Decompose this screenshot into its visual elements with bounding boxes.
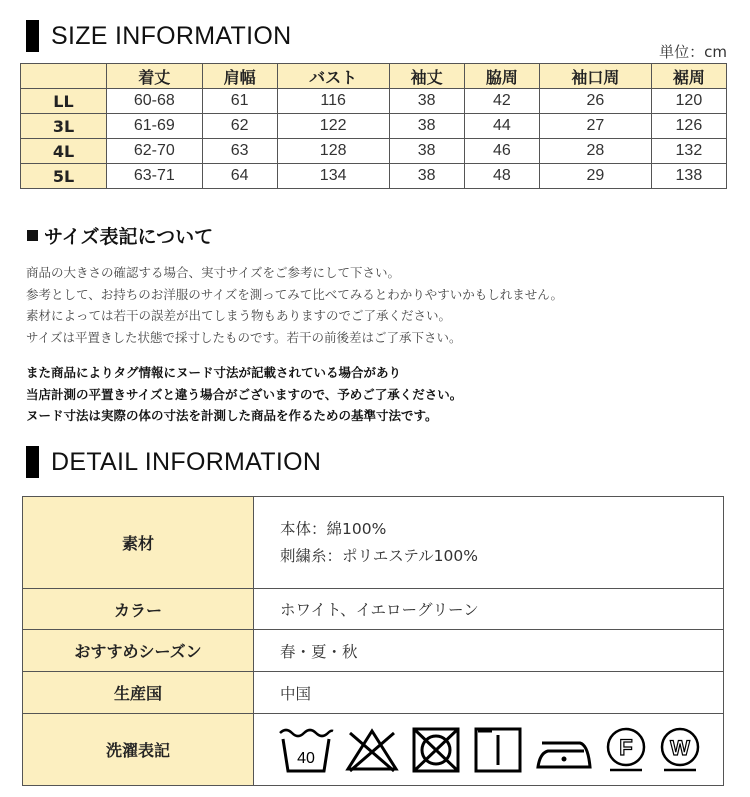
line-dry-icon [472,725,524,775]
size-table [20,63,727,189]
size-cell: 61-69 [107,114,203,139]
season-value: 春・夏・秋 [254,630,724,672]
size-cell: 60-68 [107,89,203,114]
material-line: 本体：綿100% [280,519,387,538]
dry-clean-f-icon [604,725,648,775]
size-table-row [21,89,727,114]
size-table-header-cell: 肩幅 [202,64,277,89]
size-cell: 138 [651,164,726,189]
size-table-row [21,114,727,139]
size-table-header-row [21,64,727,89]
size-cell: 134 [277,164,389,189]
note-line: 素材によっては若干の誤差が出てしまう物もありますのでご了承ください。 [26,308,452,323]
care-label: 洗濯表記 [23,714,254,786]
material-value [254,497,724,589]
size-cell: 116 [277,89,389,114]
size-cell: 132 [651,139,726,164]
size-notes-title: サイズ表記について [44,226,214,248]
detail-row-color [23,589,724,630]
season-label: おすすめシーズン [23,630,254,672]
size-cell: 64 [202,164,277,189]
wet-clean-letter: W [670,736,690,760]
note-bold-line: また商品によりタグ情報にヌード寸法が記載されている場合があり [26,365,402,380]
size-label: 4L [21,139,107,164]
size-table-header-cell [21,64,107,89]
no-tumble-dry-icon [410,725,462,775]
size-notes-heading [27,222,213,249]
size-cell: 63 [202,139,277,164]
size-information-title: SIZE INFORMATION [51,21,292,50]
size-cell: 122 [277,114,389,139]
size-table-header-cell: 脇周 [464,64,539,89]
size-cell: 62 [202,114,277,139]
care-value [254,714,724,786]
size-table-header-cell: 裾周 [651,64,726,89]
size-table-row [21,164,727,189]
size-information-heading [26,20,291,52]
note-line: サイズは平置きした状態で採寸したものです。若干の前後差はご了承下さい。 [26,329,462,345]
size-cell: 38 [389,89,464,114]
detail-row-care [23,714,724,786]
size-notes-text [26,262,563,348]
size-cell: 28 [540,139,652,164]
iron-low-icon [534,725,594,775]
size-cell: 26 [540,89,652,114]
detail-row-origin [23,672,724,714]
size-cell: 48 [464,164,539,189]
size-cell: 46 [464,139,539,164]
detail-table [22,496,724,786]
size-label: LL [21,89,107,114]
care-icons [278,725,723,775]
wet-clean-w-icon [658,725,702,775]
wash-temp-text: 40 [297,749,315,767]
size-cell: 38 [389,139,464,164]
color-value: ホワイト、イエローグリーン [254,589,724,630]
size-table-header-cell: 袖口周 [540,64,652,89]
detail-row-material [23,497,724,589]
size-label: 3L [21,114,107,139]
size-table-row [21,139,727,164]
wash-40-icon [278,725,334,775]
size-cell: 120 [651,89,726,114]
size-cell: 126 [651,114,726,139]
unit-label: 単位：cm [659,43,727,61]
material-label: 素材 [23,497,254,589]
size-cell: 128 [277,139,389,164]
color-label: カラー [23,589,254,630]
size-cell: 61 [202,89,277,114]
note-bold-line: ヌード寸法は実際の体の寸法を計測した商品を作るための基準寸法です。 [26,408,438,423]
size-cell: 62-70 [107,139,203,164]
heading-bar [26,446,39,478]
origin-value: 中国 [254,672,724,714]
size-cell: 38 [389,114,464,139]
origin-label: 生産国 [23,672,254,714]
heading-bar [26,20,39,52]
size-cell: 27 [540,114,652,139]
dry-clean-letter: F [619,734,633,760]
size-cell: 63-71 [107,164,203,189]
size-cell: 29 [540,164,652,189]
detail-information-heading [26,446,321,478]
detail-information-title: DETAIL INFORMATION [51,447,322,476]
material-line: 刺繍糸：ポリエステル100% [280,546,478,565]
size-cell: 44 [464,114,539,139]
square-bullet-icon [27,230,38,241]
size-cell: 42 [464,89,539,114]
note-bold-line: 当店計測の平置きサイズと違う場合がございますので、予めご了承ください。 [26,386,463,402]
size-table-header-cell: 袖丈 [389,64,464,89]
size-table-header-cell: バスト [277,64,389,89]
size-cell: 38 [389,164,464,189]
size-label: 5L [21,164,107,189]
detail-row-season [23,630,724,672]
note-line: 商品の大きさの確認する場合、実寸サイズをご参考にして下さい。 [26,265,401,280]
size-notes-bold-text [26,362,462,427]
note-line: 参考として、お持ちのお洋服のサイズを測ってみて比べてみるとわかりやすいかもしれません。 [26,286,564,302]
no-bleach-icon [344,725,400,775]
size-table-header-cell: 着丈 [107,64,203,89]
